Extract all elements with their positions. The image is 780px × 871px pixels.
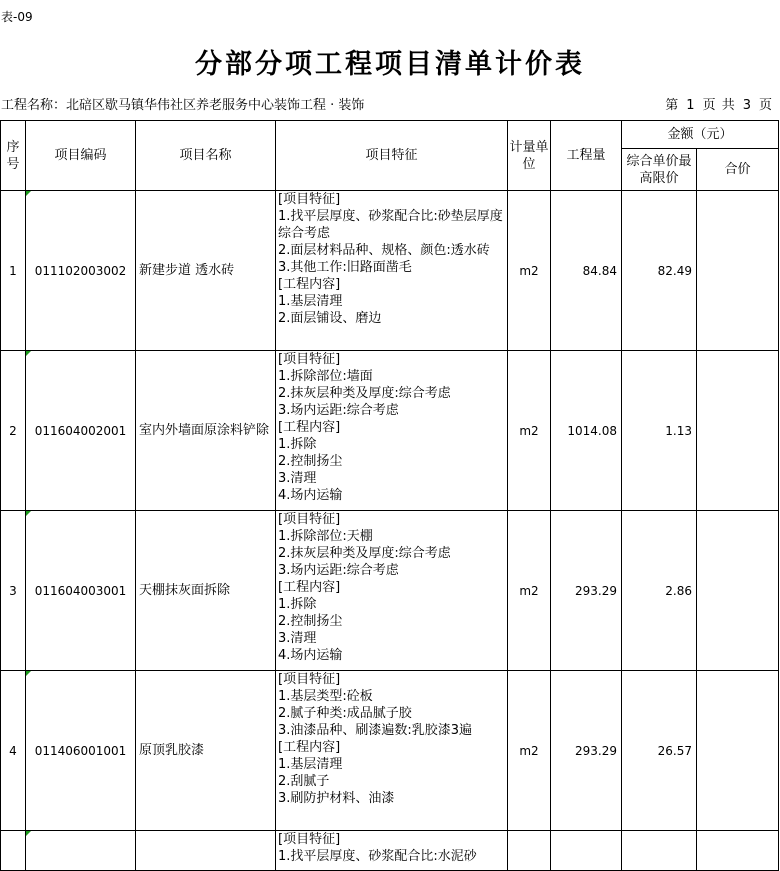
cell-code: 011406001001 xyxy=(26,671,136,831)
cell-unit-price xyxy=(622,831,697,871)
table-row xyxy=(1,351,779,511)
cell-feature: [项目特征] 1.找平层厚度、砂浆配合比:砂垫层厚度综合考虑 2.面层材料品种、规格、颜色:透水砖 3.其他工作:旧路面凿毛 [工程内容] 1.基层清理 2.面层铺设、磨边 xyxy=(276,191,508,351)
cell-qty: 293.29 xyxy=(551,671,622,831)
table-row xyxy=(1,191,779,351)
page-current: 1 xyxy=(686,98,695,113)
cell-qty xyxy=(551,831,622,871)
cell-qty: 84.84 xyxy=(551,191,622,351)
cell-seq: 4 xyxy=(1,671,26,831)
table-row xyxy=(1,831,779,871)
cell-unit-price: 1.13 xyxy=(622,351,697,511)
pricing-table xyxy=(0,120,779,871)
cell-qty: 293.29 xyxy=(551,511,622,671)
page-total: 3 xyxy=(742,98,751,113)
cell-feature: [项目特征] 1.基层类型:砼板 2.腻子种类:成品腻子胶 3.油漆品种、刷漆遍数:乳胶漆3遍 [工程内容] 1.基层清理 2.刮腻子 3.刷防护材料、油漆 xyxy=(276,671,508,831)
cell-unit: m2 xyxy=(508,671,551,831)
cell-total xyxy=(697,831,779,871)
page-mid: 页 共 xyxy=(702,98,735,113)
cell-unit: m2 xyxy=(508,191,551,351)
cell-qty: 1014.08 xyxy=(551,351,622,511)
header-seq: 序号 xyxy=(1,121,26,191)
header-unit-price: 综合单价最高限价 xyxy=(622,149,697,191)
page-title: 分部分项工程项目清单计价表 xyxy=(195,49,585,80)
project-name: 工程名称：北碚区歇马镇华伟社区养老服务中心装饰工程 · 装饰 xyxy=(1,98,365,113)
cell-feature: [项目特征] 1.拆除部位:墙面 2.抹灰层种类及厚度:综合考虑 3.场内运距:综合考虑 [工程内容] 1.拆除 2.控制扬尘 3.清理 4.场内运输 xyxy=(276,351,508,511)
cell-seq: 3 xyxy=(1,511,26,671)
cell-seq xyxy=(1,831,26,871)
header-qty: 工程量 xyxy=(551,121,622,191)
header-total: 合价 xyxy=(697,149,779,191)
cell-code xyxy=(26,831,136,871)
cell-name xyxy=(136,831,276,871)
cell-total xyxy=(697,511,779,671)
cell-unit: m2 xyxy=(508,511,551,671)
cell-unit-price: 2.86 xyxy=(622,511,697,671)
cell-unit xyxy=(508,831,551,871)
page-prefix: 第 xyxy=(665,98,679,113)
header-amount: 金额（元） xyxy=(622,121,779,149)
cell-seq: 1 xyxy=(1,191,26,351)
cell-name: 室内外墙面原涂料铲除 xyxy=(136,351,276,511)
cell-seq: 2 xyxy=(1,351,26,511)
cell-code: 011604003001 xyxy=(26,511,136,671)
cell-code: 011604002001 xyxy=(26,351,136,511)
cell-total xyxy=(697,191,779,351)
cell-feature: [项目特征] 1.找平层厚度、砂浆配合比:水泥砂 xyxy=(276,831,508,871)
cell-name: 新建步道 透水砖 xyxy=(136,191,276,351)
page-indicator xyxy=(661,94,776,113)
cell-code: 011102003002 xyxy=(26,191,136,351)
table-row xyxy=(1,671,779,831)
form-number: 表-09 xyxy=(1,10,33,24)
header-feature: 项目特征 xyxy=(276,121,508,191)
cell-unit-price: 26.57 xyxy=(622,671,697,831)
cell-feature: [项目特征] 1.拆除部位:天棚 2.抹灰层种类及厚度:综合考虑 3.场内运距:综合考虑 [工程内容] 1.拆除 2.控制扬尘 3.清理 4.场内运输 xyxy=(276,511,508,671)
header-unit: 计量单位 xyxy=(508,121,551,191)
header-name: 项目名称 xyxy=(136,121,276,191)
cell-unit: m2 xyxy=(508,351,551,511)
cell-name: 天棚抹灰面拆除 xyxy=(136,511,276,671)
cell-name: 原顶乳胶漆 xyxy=(136,671,276,831)
table-row xyxy=(1,511,779,671)
cell-total xyxy=(697,351,779,511)
header-code: 项目编码 xyxy=(26,121,136,191)
page-suffix: 页 xyxy=(758,98,772,113)
cell-total xyxy=(697,671,779,831)
cell-unit-price: 82.49 xyxy=(622,191,697,351)
